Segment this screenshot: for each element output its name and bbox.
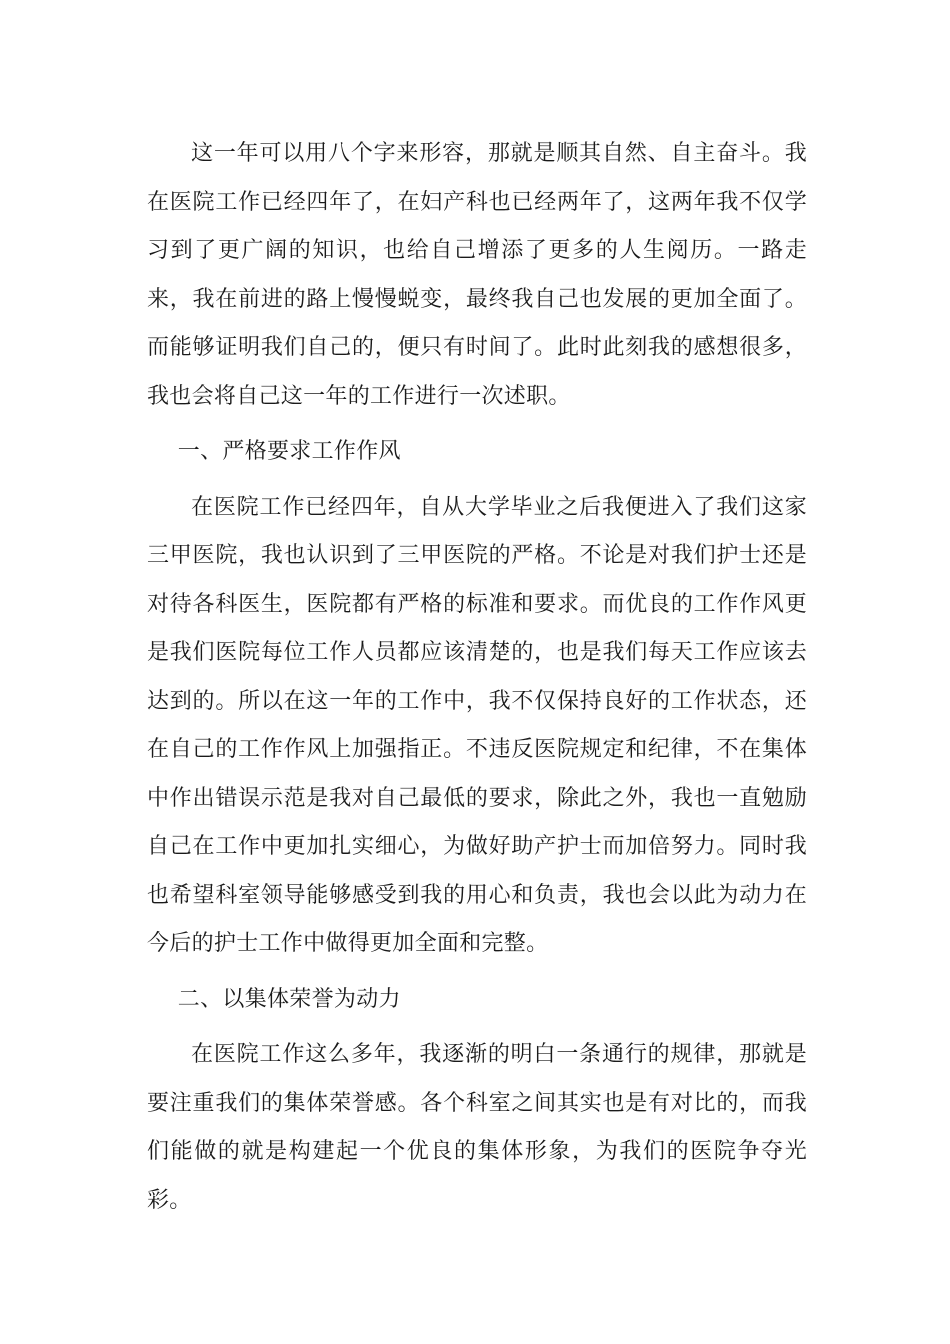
section-2-paragraph: 在医院工作这么多年，我逐渐的明白一条通行的规律，那就是要注重我们的集体荣誉感。各个科室之间其实也是有对比的，而我们能做的就是构建起一个优良的集体形象，为我们的医院争夺光彩。 [147, 1042, 807, 1213]
section-1-paragraph: 在医院工作已经四年，自从大学毕业之后我便进入了我们这家三甲医院，我也认识到了三甲医院的严格。不论是对我们护士还是对待各科医生，医院都有严格的标准和要求。而优良的工作作风更是我们医院每位工作人员都应该清楚的，也是我们每天工作应该去达到的。所以在这一年的工作中，我不仅保持良好的工作状态，还在自己的工作作风上加强指正。不违反医院规定和纪律，不在集体中作出错误示范是我对自己最低的要求，除此之外，我也一直勉励自己在工作中更加扎实细心，为做好助产护士而加倍努力。同时我也希望科室领导能够感受到我的用心和负责，我也会以此为动力在今后的护士工作中做得更加全面和完整。 [147, 494, 807, 956]
paragraph-gap [147, 969, 807, 976]
paragraph-gap [147, 1024, 807, 1031]
intro-paragraph: 这一年可以用八个字来形容，那就是顺其自然、自主奋斗。我在医院工作已经四年了，在妇产科也已经两年了，这两年我不仅学习到了更广阔的知识，也给自己增添了更多的人生阅历。一路走来，我在前进的路上慢慢蜕变，最终我自己也发展的更加全面了。而能够证明我们自己的，便只有时间了。此时此刻我的感想很多，我也会将自己这一年的工作进行一次述职。 [147, 141, 807, 409]
document-body [147, 130, 807, 1225]
paragraph-gap [147, 477, 807, 484]
paragraph-gap [147, 421, 807, 428]
section-heading-2: 二、以集体荣誉为动力 [177, 986, 401, 1012]
section-heading-1: 一、严格要求工作作风 [177, 439, 401, 464]
